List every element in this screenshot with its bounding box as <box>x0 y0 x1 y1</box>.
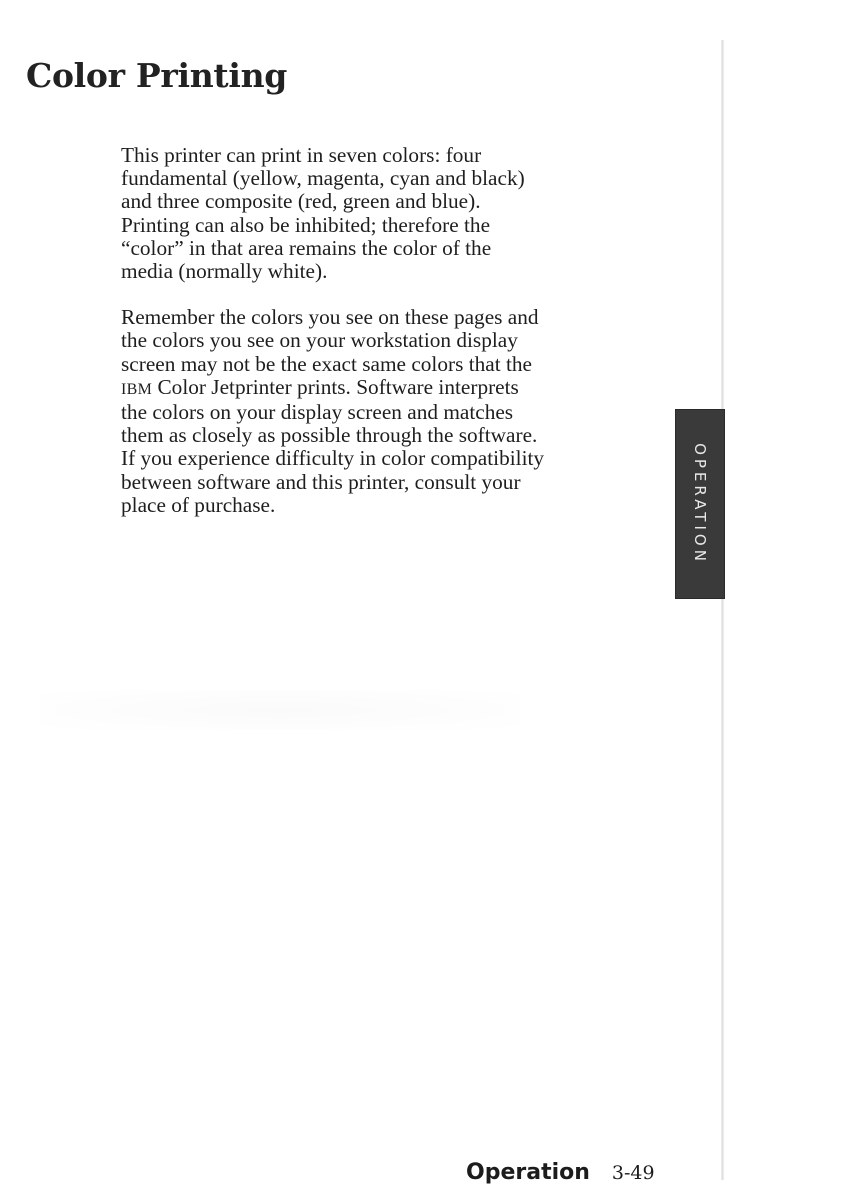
text-line: fundamental (yellow, magenta, cyan and black) <box>121 166 525 191</box>
text-line: them as closely as possible through the software. <box>121 423 538 448</box>
text-line: between software and this printer, consult your <box>121 469 521 494</box>
text-line: Remember the colors you see on these pages and <box>121 305 539 330</box>
page-edge <box>721 40 724 1180</box>
paragraph-colors <box>121 144 651 283</box>
paragraph-display-colors <box>121 306 651 517</box>
section-tab-label: OPERATION <box>691 443 709 565</box>
text-line <box>121 376 651 401</box>
text-line: the colors on your display screen and matches <box>121 400 514 425</box>
text-line: media (normally white). <box>121 259 328 284</box>
text-line: If you experience difficulty in color compatibility <box>121 446 545 471</box>
footer-section-name: Operation <box>466 1160 590 1185</box>
text-line: place of purchase. <box>121 492 276 517</box>
text-fragment: Color Jetprinter prints. Software interprets <box>152 374 519 399</box>
text-line: screen may not be the exact same colors that the <box>121 351 532 376</box>
text-line: and three composite (red, green and blue). <box>121 189 481 214</box>
page-title: Color Printing <box>26 56 288 95</box>
brand-name: IBM <box>121 380 153 398</box>
body-text <box>121 144 651 540</box>
text-line: the colors you see on your workstation display <box>121 328 518 353</box>
text-line: Printing can also be inhibited; therefore the <box>121 212 491 237</box>
footer-page-number: 3-49 <box>611 1162 655 1184</box>
text-line: “color” in that area remains the color of the <box>121 235 492 260</box>
text-line: This printer can print in seven colors: four <box>121 143 482 167</box>
scan-smudge <box>40 690 520 730</box>
section-tab <box>675 409 725 599</box>
page-footer <box>466 1160 655 1192</box>
